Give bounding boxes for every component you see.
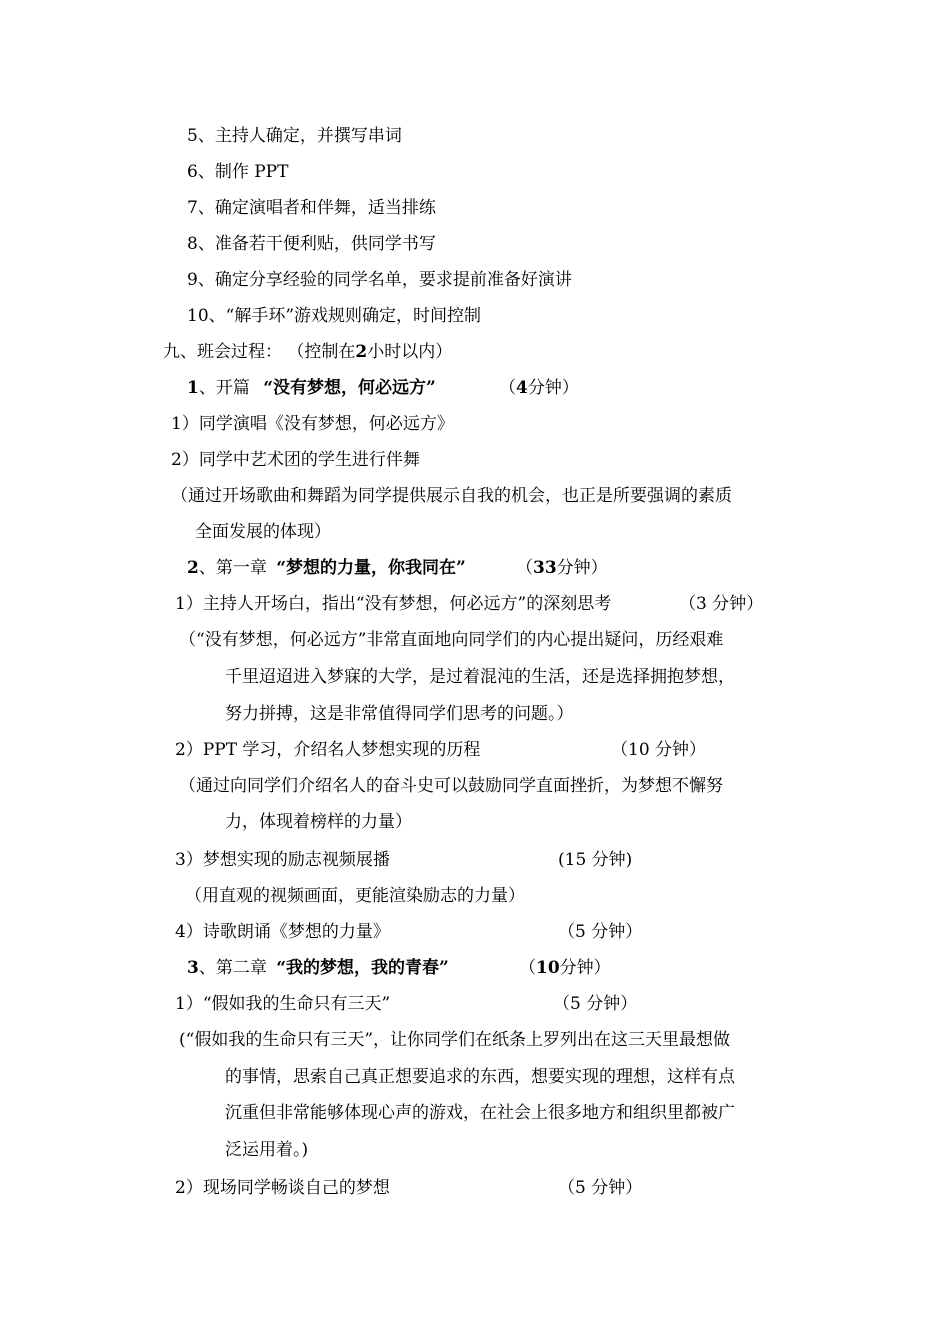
- list-item: 1）同学演唱《没有梦想，何必远方》: [171, 414, 454, 434]
- part-time: （4分钟）: [499, 378, 579, 398]
- note-line: 沉重但非常能够体现心声的游戏，在社会上很多地方和组织里都被广: [225, 1103, 735, 1123]
- note-line: （“没有梦想，何必远方”非常直面地向同学们的内心提出疑问，历经艰难: [179, 630, 724, 650]
- prep-item: 7、确定演唱者和伴舞，适当排练: [187, 198, 436, 218]
- section-title: 九、班会过程：: [163, 342, 282, 362]
- prep-item: 9、确定分享经验的同学名单，要求提前准备好演讲: [187, 270, 572, 290]
- part-heading: 1、开篇 “没有梦想，何必远方”: [187, 378, 436, 398]
- note-line: （通过向同学们介绍名人的奋斗史可以鼓励同学直面挫折，为梦想不懈努: [179, 776, 723, 796]
- part-title: “梦想的力量，你我同在”: [276, 558, 466, 578]
- section-note: （控制在2小时以内）: [287, 342, 453, 362]
- list-item: 2）同学中艺术团的学生进行伴舞: [171, 450, 420, 470]
- prep-item: 8、准备若干便利贴，供同学书写: [187, 234, 436, 254]
- item-time: （10 分钟）: [611, 740, 707, 760]
- note-line: 千里迢迢进入梦寐的大学，是过着混沌的生活，还是选择拥抱梦想，: [225, 667, 735, 687]
- item-time: （5 分钟）: [553, 994, 638, 1014]
- prep-item: 10、“解手环”游戏规则确定，时间控制: [187, 306, 482, 326]
- list-item: 1）“假如我的生命只有三天”: [175, 994, 391, 1014]
- part-title: “没有梦想，何必远方”: [263, 378, 436, 398]
- note-line: 的事情，思索自己真正想要追求的东西，想要实现的理想，这样有点: [225, 1067, 735, 1087]
- note-line: （用直观的视频画面，更能渲染励志的力量）: [185, 886, 525, 906]
- item-time: （5 分钟）: [558, 922, 643, 942]
- part-time: （10分钟）: [519, 958, 611, 978]
- section-heading: [163, 340, 452, 364]
- list-item: 1）主持人开场白，指出“没有梦想，何必远方”的深刻思考: [175, 594, 612, 614]
- list-item: 2）现场同学畅谈自己的梦想: [175, 1178, 390, 1198]
- list-item: 4）诗歌朗诵《梦想的力量》: [175, 922, 390, 942]
- item-time: （5 分钟）: [558, 1178, 643, 1198]
- part-time: （33分钟）: [516, 558, 608, 578]
- item-time: （3 分钟）: [679, 594, 764, 614]
- list-item: 2）PPT 学习，介绍名人梦想实现的历程: [175, 740, 481, 760]
- part-heading: 3、第二章 “我的梦想，我的青春”: [187, 958, 449, 978]
- part-heading: 2、第一章 “梦想的力量，你我同在”: [187, 558, 466, 578]
- prep-item: 6、制作 PPT: [187, 162, 289, 182]
- part-title: “我的梦想，我的青春”: [276, 958, 449, 978]
- note-line: 全面发展的体现）: [195, 522, 331, 542]
- note-line: 泛运用着。): [225, 1140, 309, 1160]
- note-line: （通过开场歌曲和舞蹈为同学提供展示自我的机会，也正是所要强调的素质: [171, 486, 732, 506]
- prep-item: 5、主持人确定，并撰写串词: [187, 126, 402, 146]
- note-line: 努力拼搏，这是非常值得同学们思考的问题。）: [225, 704, 574, 724]
- item-time: (15 分钟): [558, 850, 633, 870]
- note-line: 力，体现着榜样的力量）: [225, 812, 412, 832]
- note-line: (“假如我的生命只有三天”，让你同学们在纸条上罗列出在这三天里最想做: [179, 1030, 731, 1050]
- list-item: 3）梦想实现的励志视频展播: [175, 850, 390, 870]
